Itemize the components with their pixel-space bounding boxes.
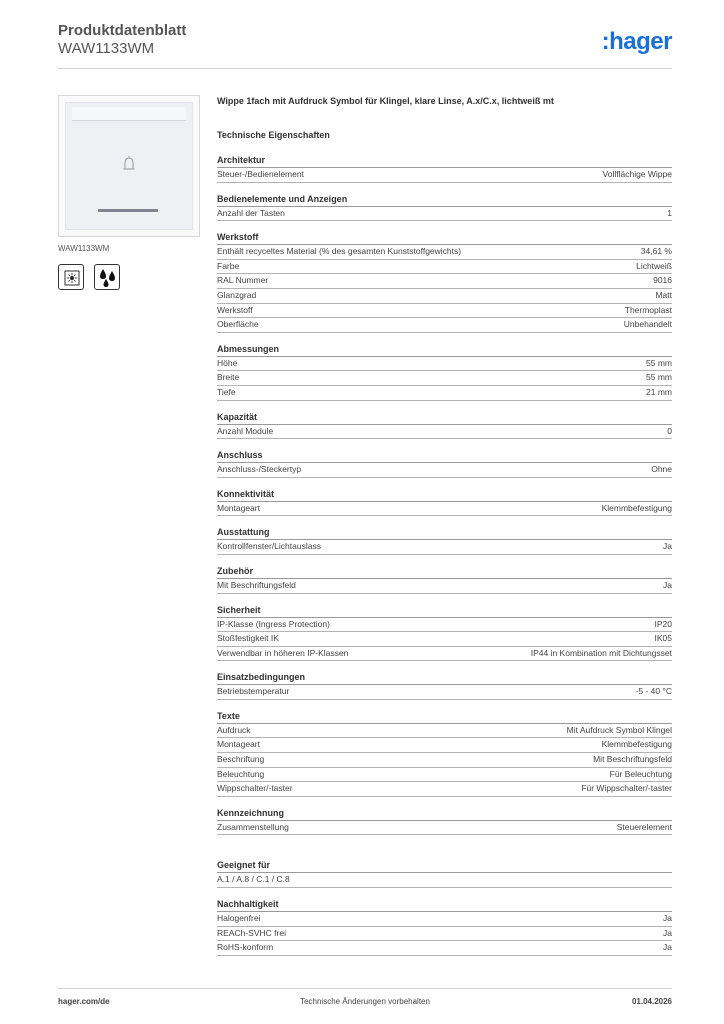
- section-title: Ausstattung: [217, 527, 672, 540]
- spec-label: Anschluss-/Steckertyp: [217, 464, 302, 475]
- spec-value: Ja: [663, 942, 672, 953]
- spec-row: [217, 318, 672, 333]
- spec-label: Enthält recyceltes Material (% des gesamten Kunststoffgewichts): [217, 246, 462, 257]
- spec-section: [217, 860, 672, 888]
- spec-row: [217, 821, 672, 836]
- spec-section: [217, 605, 672, 662]
- spec-value: Für Wippschalter/-taster: [581, 783, 672, 794]
- spec-value: Vollflächige Wippe: [602, 169, 672, 179]
- spec-label: RAL Nummer: [217, 275, 269, 286]
- spec-label: Werkstoff: [217, 304, 253, 315]
- spec-section: [217, 412, 672, 440]
- feature-icons: [58, 264, 200, 290]
- spec-row: [217, 245, 672, 260]
- section-title: Sicherheit: [217, 605, 672, 618]
- spec-label: RoHS-konform: [217, 942, 274, 953]
- spec-value: 0: [667, 425, 672, 436]
- bell-icon: [120, 155, 138, 175]
- spec-section: [217, 489, 672, 517]
- light-indicator-icon: [58, 264, 84, 290]
- product-description: Wippe 1fach mit Aufdruck Symbol für Klingel, klare Linse, A.x/C.x, lichtweiß mt: [217, 96, 554, 106]
- spec-row: [217, 357, 672, 372]
- spec-section: [217, 527, 672, 555]
- spec-row: [217, 579, 672, 594]
- spec-row: [217, 304, 672, 319]
- spec-row: [217, 738, 672, 753]
- product-media-column: [58, 95, 200, 290]
- spec-label: IP-Klasse (Ingress Protection): [217, 618, 330, 629]
- specification-column: [217, 96, 672, 956]
- spec-value: Ja: [663, 913, 672, 924]
- spec-label: Beleuchtung: [217, 768, 265, 779]
- website-link[interactable]: hager.com/de: [58, 997, 110, 1006]
- spec-row: [217, 685, 672, 700]
- spec-label: Zusammenstellung: [217, 821, 289, 832]
- spec-label: Glanzgrad: [217, 289, 257, 300]
- spec-value: 21 mm: [646, 386, 672, 397]
- spec-row: [217, 386, 672, 401]
- spec-row: [217, 647, 672, 662]
- document-subtitle: WAW1133WM: [58, 40, 155, 57]
- page-header: [58, 22, 672, 70]
- section-title: Konnektivität: [217, 489, 672, 502]
- spec-row: [217, 724, 672, 739]
- spec-value: IP20: [654, 618, 672, 629]
- product-image: [58, 95, 200, 237]
- spec-value: Ja: [663, 579, 672, 590]
- spec-row: [217, 873, 672, 888]
- section-title: Einsatzbedingungen: [217, 672, 672, 685]
- spec-label: Betriebstemperatur: [217, 686, 290, 697]
- section-title: Werkstoff: [217, 232, 672, 245]
- spec-row: [217, 941, 672, 956]
- section-title: Kapazität: [217, 412, 672, 425]
- legal-notice: Technische Änderungen vorbehalten: [300, 997, 430, 1006]
- spec-value: Mit Aufdruck Symbol Klingel: [566, 724, 672, 735]
- spec-value: 9016: [653, 275, 672, 286]
- spec-label: Wippschalter/-taster: [217, 783, 293, 794]
- spec-section: [217, 194, 672, 222]
- section-title: Geeignet für: [217, 860, 672, 873]
- spec-row: [217, 618, 672, 633]
- spec-section: [217, 899, 672, 956]
- spec-row: [217, 768, 672, 783]
- spec-label: Montageart: [217, 502, 260, 513]
- spec-value: Für Beleuchtung: [609, 768, 672, 779]
- spec-value: Lichtweiß: [636, 260, 672, 271]
- section-title: Anschluss: [217, 450, 672, 463]
- spec-value: Ohne: [651, 464, 672, 475]
- switch-rocker-image: [65, 102, 193, 230]
- spec-label: Halogenfrei: [217, 913, 261, 924]
- spec-value: Klemmbefestigung: [601, 739, 672, 750]
- spec-section: [217, 566, 672, 594]
- spec-value: 1: [667, 207, 672, 218]
- spec-section: [217, 155, 672, 183]
- spec-row: [217, 540, 672, 555]
- spec-section: [217, 672, 672, 700]
- spec-row: [217, 782, 672, 797]
- spec-label: Kontrollfenster/Lichtauslass: [217, 541, 321, 552]
- spec-value: -5 - 40 °C: [635, 686, 672, 697]
- spec-value: Steuerelement: [616, 821, 672, 832]
- section-title: Architektur: [217, 155, 672, 168]
- spec-value: 55 mm: [646, 357, 672, 368]
- spec-section: [217, 808, 672, 836]
- spec-value: Ja: [663, 541, 672, 552]
- spec-row: [217, 274, 672, 289]
- spec-label: Steuer-/Bedienelement: [217, 169, 304, 179]
- spec-value: Ja: [663, 927, 672, 938]
- spec-label: Montageart: [217, 739, 260, 750]
- spec-section: [217, 450, 672, 478]
- section-title: Nachhaltigkeit: [217, 899, 672, 912]
- spec-row: [217, 289, 672, 304]
- document-title: Produktdatenblatt: [58, 22, 187, 39]
- spec-label: A.1 / A.8 / C.1 / C.8: [217, 874, 290, 885]
- specification-sections: [217, 155, 672, 956]
- spec-section: [217, 232, 672, 333]
- section-title: Texte: [217, 711, 672, 724]
- document-date: 01.04.2026: [631, 997, 672, 1006]
- spec-value: Matt: [655, 289, 672, 300]
- header-divider: [58, 68, 672, 69]
- spec-label: Beschriftung: [217, 754, 265, 765]
- spec-label: Anzahl Module: [217, 425, 274, 436]
- spec-label: Verwendbar in höheren IP-Klassen: [217, 647, 349, 658]
- spec-label: Stoßfestigkeit IK: [217, 633, 279, 644]
- spec-label: Farbe: [217, 260, 240, 271]
- spec-row: [217, 632, 672, 647]
- spec-row: [217, 927, 672, 942]
- footer-divider: [58, 988, 672, 989]
- image-caption: WAW1133WM: [58, 244, 110, 253]
- spec-section: [217, 711, 672, 797]
- spec-value: Thermoplast: [624, 304, 672, 315]
- section-title: Zubehör: [217, 566, 672, 579]
- section-title: Kennzeichnung: [217, 808, 672, 821]
- spec-label: Anzahl der Tasten: [217, 207, 285, 218]
- spec-value: 55 mm: [646, 372, 672, 383]
- hager-logo: :hager: [601, 28, 672, 55]
- section-title: Bedienelemente und Anzeigen: [217, 194, 672, 207]
- spec-value: 34,61 %: [640, 246, 672, 257]
- spec-row: [217, 502, 672, 517]
- spec-value: IK05: [654, 633, 672, 644]
- spec-row: [217, 912, 672, 927]
- spec-row: [217, 207, 672, 222]
- label-field: [72, 107, 186, 121]
- spec-row: [217, 463, 672, 478]
- spec-row: [217, 371, 672, 386]
- spec-label: Mit Beschriftungsfeld: [217, 579, 296, 590]
- spec-row: [217, 260, 672, 275]
- indicator-lens-line: [98, 209, 158, 212]
- water-drops-icon: [94, 264, 120, 290]
- spec-row: [217, 425, 672, 440]
- spec-label: Oberfläche: [217, 319, 259, 330]
- spec-label: Breite: [217, 372, 240, 383]
- spec-label: Aufdruck: [217, 724, 251, 735]
- spec-section: [217, 344, 672, 401]
- spec-row: [217, 753, 672, 768]
- spec-value: Klemmbefestigung: [601, 502, 672, 513]
- spec-value: Mit Beschriftungsfeld: [593, 754, 672, 765]
- spec-value: Unbehandelt: [623, 319, 672, 330]
- section-title: Abmessungen: [217, 344, 672, 357]
- spec-value: IP44 in Kombination mit Dichtungsset: [530, 647, 672, 658]
- spec-row: [217, 168, 672, 183]
- spec-label: Tiefe: [217, 386, 236, 397]
- spec-label: Höhe: [217, 357, 238, 368]
- technical-properties-heading: Technische Eigenschaften: [217, 130, 330, 140]
- spec-label: REACh-SVHC frei: [217, 927, 286, 938]
- page-footer: [58, 997, 672, 1011]
